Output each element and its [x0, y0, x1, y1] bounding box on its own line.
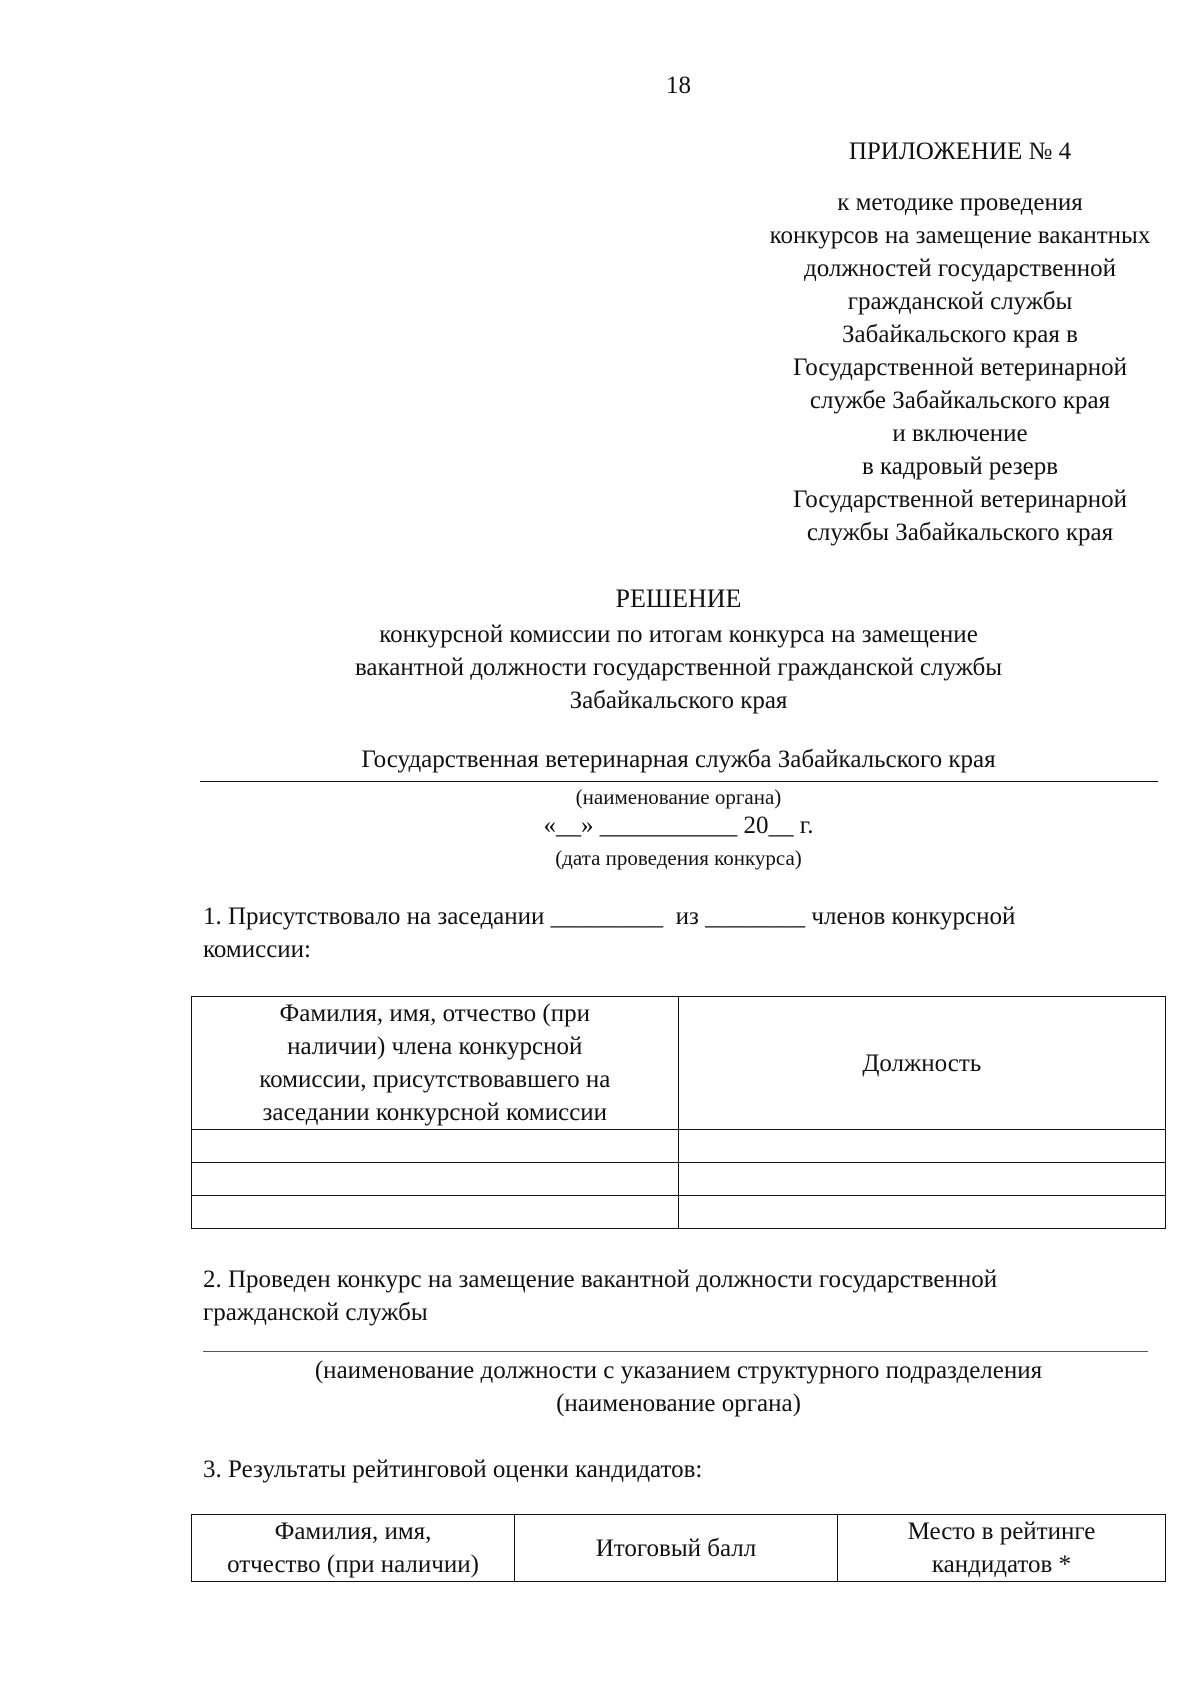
decision-subtitle [200, 618, 1157, 717]
header-line: кандидатов * [931, 1551, 1072, 1578]
section-2-line: гражданской службы [203, 1299, 428, 1326]
header-line: Фамилия, имя, отчество (при [279, 1000, 591, 1027]
section-1-line: 1. Присутствовало на заседании _________ из ________ членов конкурсной [203, 903, 1016, 930]
appendix-line: гражданской службы [847, 288, 1073, 315]
header-line: заседании конкурсной комиссии [262, 1099, 608, 1126]
header-line: Фамилия, имя, [274, 1518, 432, 1545]
position-caption [200, 1354, 1157, 1420]
section-1 [203, 900, 1133, 966]
date-line: «__» ___________ 20__ г. [543, 812, 814, 839]
header-line: комиссии, присутствовавшего на [259, 1066, 611, 1093]
rating-header-score: Итоговый балл [515, 1515, 838, 1582]
appendix-title: ПРИЛОЖЕНИЕ № 4 [848, 138, 1072, 165]
appendix-line: Государственной ветеринарной [793, 486, 1127, 513]
members-table [191, 996, 1166, 1229]
appendix-subtitle [660, 186, 1200, 549]
decision-subtitle-line: вакантной должности государственной гражданской службы [354, 654, 1003, 681]
table-cell [192, 1130, 679, 1163]
rating-header-place [838, 1515, 1166, 1582]
members-table-header [192, 997, 1166, 1130]
rating-header-name [192, 1515, 515, 1582]
position-caption-line: (наименование органа) [556, 1390, 801, 1417]
appendix-line: Государственной ветеринарной [793, 354, 1127, 381]
organization-underline [200, 781, 1158, 782]
table-row [192, 1130, 1166, 1163]
appendix-line: конкурсов на замещение вакантных [769, 222, 1151, 249]
header-line: отчество (при наличии) [227, 1551, 479, 1578]
decision-title: РЕШЕНИЕ [615, 584, 742, 613]
appendix-line: должностей государственной [803, 255, 1117, 282]
section-3-title: 3. Результаты рейтинговой оценки кандидатов: [203, 1456, 703, 1483]
members-table-header-position: Должность [678, 997, 1165, 1130]
date-caption: (дата проведения конкурса) [555, 846, 802, 870]
header-line: наличии) члена конкурсной [287, 1033, 583, 1060]
decision-subtitle-line: Забайкальского края [569, 687, 788, 714]
organization-name: Государственная ветеринарная служба Забайкальского края [361, 746, 996, 773]
page-number: 18 [666, 72, 691, 99]
appendix-line: Забайкальского края в [842, 321, 1078, 348]
rating-table-header [192, 1515, 1166, 1582]
section-2 [203, 1263, 1133, 1329]
section-1-line: комиссии: [203, 936, 311, 963]
table-cell [678, 1130, 1165, 1163]
appendix-line: службе Забайкальского края [809, 387, 1111, 414]
table-cell [678, 1163, 1165, 1196]
rating-table [191, 1514, 1166, 1582]
table-row [192, 1163, 1166, 1196]
table-cell [192, 1163, 679, 1196]
decision-subtitle-line: конкурсной комиссии по итогам конкурса на замещение [379, 621, 978, 648]
appendix-line: к методике проведения [837, 189, 1083, 216]
header-line: Место в рейтинге [907, 1518, 1096, 1545]
table-cell [192, 1196, 679, 1229]
table-row [192, 1196, 1166, 1229]
members-table-header-name [192, 997, 679, 1130]
appendix-line: и включение [892, 420, 1028, 447]
position-caption-line: (наименование должности с указанием структурного подразделения [314, 1357, 1043, 1384]
table-cell [678, 1196, 1165, 1229]
appendix-line: в кадровый резерв [861, 453, 1059, 480]
position-underline [203, 1351, 1148, 1352]
organization-caption: (наименование органа) [575, 785, 782, 809]
section-2-line: 2. Проведен конкурс на замещение вакантной должности государственной [203, 1266, 998, 1293]
appendix-line: службы Забайкальского края [806, 519, 1114, 546]
